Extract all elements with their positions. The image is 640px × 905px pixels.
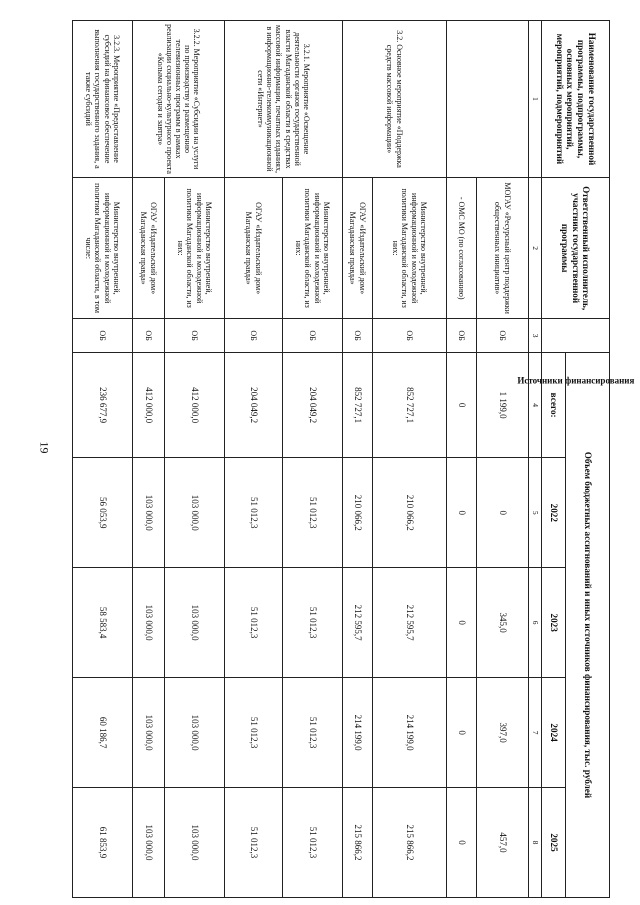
row-value: 204 049,2 (283, 352, 343, 457)
row-value: 204 049,2 (225, 352, 283, 457)
index-cell: 8 (529, 788, 542, 898)
row-value: 1 199,0 (477, 352, 529, 457)
row-value: 412 000,0 (133, 352, 165, 457)
index-cell: 3 (529, 319, 542, 353)
row-value: 345,0 (477, 568, 529, 678)
row-source: ОБ (343, 319, 373, 353)
row-value: 212 595,7 (343, 568, 373, 678)
header-source (517, 319, 634, 386)
row-value: 51 012,3 (283, 568, 343, 678)
row-value: 852 727,1 (343, 352, 373, 457)
index-cell: 7 (529, 678, 542, 788)
row-source: ОБ (477, 319, 529, 353)
financing-table (72, 20, 634, 898)
row-name: 3.2. Основное мероприятие «Поддержка средств массовой информации» (343, 21, 447, 178)
header-year: 2023 (542, 568, 566, 678)
header-source-label: Источники финансирования (517, 375, 634, 386)
row-value: 56 053,9 (73, 458, 133, 568)
row-value: 215 866,2 (373, 788, 447, 898)
table-row (373, 21, 447, 898)
row-value: 0 (447, 352, 477, 457)
row-executor: ОГАУ «Издательский дом» Магаданская правда» (225, 178, 283, 319)
row-value: 412 000,0 (165, 352, 225, 457)
row-executor: Министерство внутренней, информационной и молодежной политики Магаданской области, в том числе: (73, 178, 133, 319)
page-number: 19 (37, 441, 52, 454)
row-value: 51 012,3 (283, 458, 343, 568)
row-value: 0 (447, 568, 477, 678)
row-value: 103 000,0 (133, 568, 165, 678)
row-value: 103 000,0 (165, 788, 225, 898)
row-value: 60 186,7 (73, 678, 133, 788)
row-value: 852 727,1 (373, 352, 447, 457)
row-value: 0 (447, 678, 477, 788)
table-row (73, 21, 133, 898)
row-source: ОБ (283, 319, 343, 353)
row-value: 210 066,2 (343, 458, 373, 568)
row-value: 51 012,3 (225, 458, 283, 568)
row-name: 3.2.3. Мероприятие «Предоставление субсидий на финансовое обеспечение выполнения государственного задания, а также субсидий (73, 21, 133, 178)
row-value: 0 (447, 788, 477, 898)
row-source: ОБ (373, 319, 447, 353)
row-value: 214 199,0 (343, 678, 373, 788)
row-value: 0 (447, 458, 477, 568)
header-executor: Ответственный исполнитель, участник государственной программы (542, 178, 610, 319)
row-value: 103 000,0 (133, 678, 165, 788)
header-year: 2024 (542, 678, 566, 788)
row-source: ОБ (73, 319, 133, 353)
row-value: 51 012,3 (283, 788, 343, 898)
row-source: ОБ (447, 319, 477, 353)
row-value: 214 199,0 (373, 678, 447, 788)
row-value: 103 000,0 (165, 568, 225, 678)
row-source: ОБ (225, 319, 283, 353)
row-value: 51 012,3 (225, 568, 283, 678)
table-row (477, 21, 529, 898)
row-value: 212 595,7 (373, 568, 447, 678)
header-name: Наименование государственной программы, подпрограммы, основных мероприятий, мероприятий, подмероприятий (542, 21, 610, 178)
table-row (283, 21, 343, 898)
row-executor: Министерство внутренней, информационной и молодежной политики Магаданской области, из них: (283, 178, 343, 319)
row-name: 3.2.1. Мероприятие «Освещение деятельности органов государственной власти Магаданской области в средствах массовой информации, печатных изданиях, в информационно-телекоммуникационной сети «Интернет» (225, 21, 343, 178)
table-row (165, 21, 225, 898)
index-cell: 4 (529, 352, 542, 457)
header-volume: Объем бюджетных ассигнований и иных источников финансирования, тыс. рублей (566, 352, 610, 897)
row-value: 457,0 (477, 788, 529, 898)
row-executor: - ОМС МО (по согласованию) (447, 178, 477, 319)
row-executor: ОГАУ «Издательский дом» Магаданская правда» (343, 178, 373, 319)
row-value: 103 000,0 (133, 788, 165, 898)
row-value: 103 000,0 (165, 678, 225, 788)
row-source: ОБ (165, 319, 225, 353)
row-value: 51 012,3 (283, 678, 343, 788)
row-name: 3.2.2. Мероприятие «Субсидии на услуги по производству и размещению телевизионных программ в рамках реализации социально-культурного проекта «Колыма сегодня и завтра» (133, 21, 225, 178)
row-value: 51 012,3 (225, 678, 283, 788)
index-cell: 1 (529, 21, 542, 178)
row-value: 215 866,2 (343, 788, 373, 898)
index-cell: 2 (529, 178, 542, 319)
row-value: 103 000,0 (165, 458, 225, 568)
index-cell: 6 (529, 568, 542, 678)
row-value: 397,0 (477, 678, 529, 788)
row-value: 0 (477, 458, 529, 568)
row-value: 236 677,9 (73, 352, 133, 457)
row-name (447, 21, 529, 178)
row-value: 103 000,0 (133, 458, 165, 568)
header-year: 2022 (542, 458, 566, 568)
row-source: ОБ (133, 319, 165, 353)
index-cell: 5 (529, 458, 542, 568)
row-value: 61 853,9 (73, 788, 133, 898)
rotated-table-container (60, 20, 634, 898)
index-row (529, 21, 542, 898)
row-executor: МОГАУ «Ресурсный центр поддержки общественных инициатив» (477, 178, 529, 319)
row-executor: ОГАУ «Издательский дом» Магаданская правда» (133, 178, 165, 319)
row-executor: Министерство внутренней, информационной и молодежной политики Магаданской области, из них: (165, 178, 225, 319)
row-value: 51 012,3 (225, 788, 283, 898)
row-value: 210 066,2 (373, 458, 447, 568)
row-value: 58 583,4 (73, 568, 133, 678)
header-total: всего: (542, 352, 566, 457)
header-year: 2025 (542, 788, 566, 898)
row-executor: Министерство внутренней, информационной и молодежной политики Магаданской области, из них: (373, 178, 447, 319)
